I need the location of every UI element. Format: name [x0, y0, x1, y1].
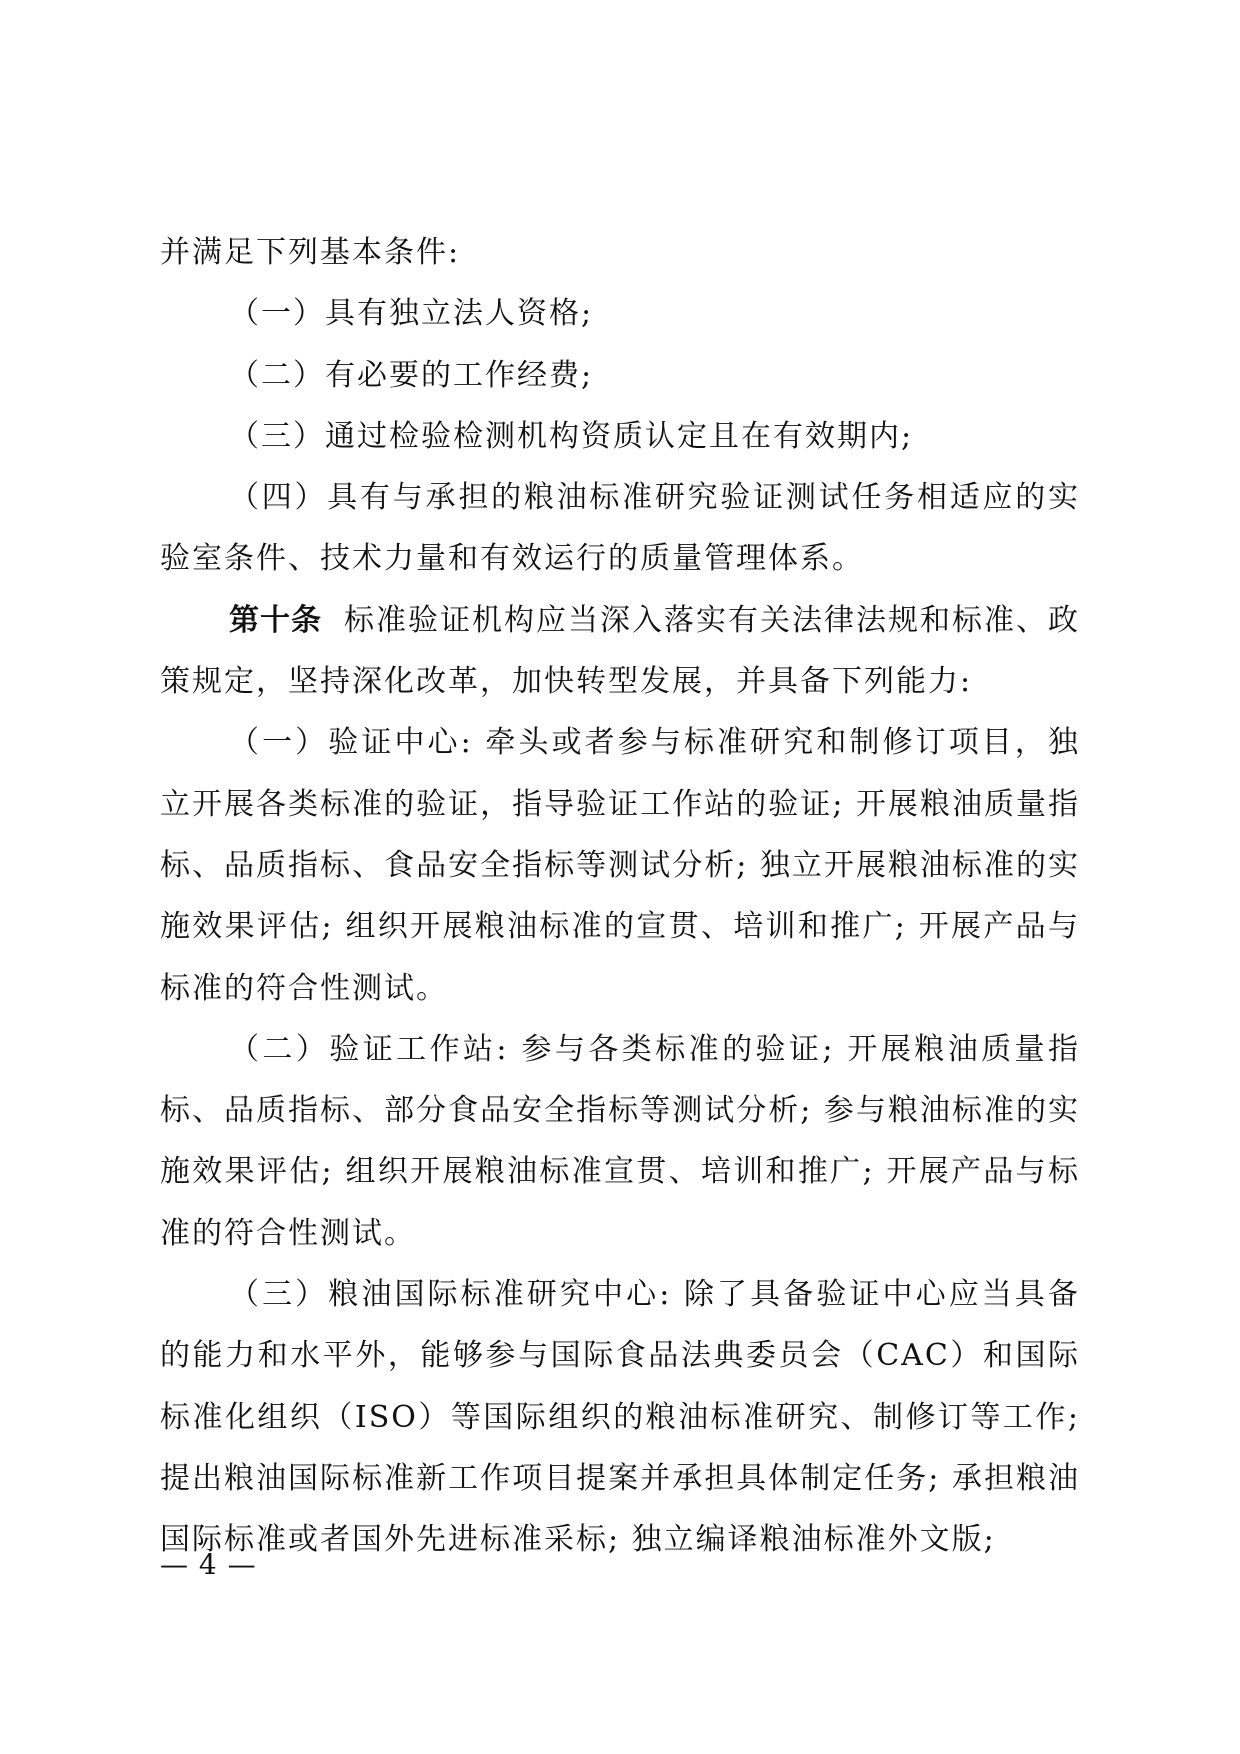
capability-item-2: （二）验证工作站: 参与各类标准的验证; 开展粮油质量指标、品质指标、部分食品安全指标等测试分析; 参与粮油标准的实施效果评估; 组织开展粮油标准宣贯、培训和推广; 开展产品与标准的符合性测试。 — [160, 1031, 1080, 1251]
body-text — [160, 222, 1080, 1571]
article-ten — [160, 590, 1080, 713]
capability-item-3: （三）粮油国际标准研究中心: 除了具备验证中心应当具备的能力和水平外，能够参与国际食品法典委员会（CAC）和国际标准化组织（ISO）等国际组织的粮油标准研究、制修订等工作; 提出粮油国际标准新工作项目提案并承担具体制定任务; 承担粮油国际标准或者国外先进标准采标; 独立编译粮油标准外文版; — [160, 1277, 1080, 1558]
capability-item-1: （一）验证中心: 牵头或者参与标准研究和制修订项目，独立开展各类标准的验证，指导验证工作站的验证; 开展粮油质量指标、品质指标、食品安全指标等测试分析; 独立开展粮油标准的实施效果评估; 组织开展粮油标准的宣贯、培训和推广; 开展产品与标准的符合性测试。 — [160, 725, 1080, 1006]
condition-item-4: （四）具有与承担的粮油标准研究验证测试任务相适应的实验室条件、技术力量和有效运行的质量管理体系。 — [160, 480, 1080, 577]
condition-item-2: （二）有必要的工作经费; — [229, 357, 594, 393]
page-number: — 4 — — [160, 1548, 257, 1581]
article-text: 标准验证机构应当深入落实有关法律法规和标准、政策规定，坚持深化改革，加快转型发展，并具备下列能力: — [160, 602, 1080, 700]
condition-item-3: （三）通过检验检测机构资质认定且在有效期内; — [229, 418, 914, 454]
condition-item-1: （一）具有独立法人资格; — [229, 296, 594, 332]
paragraph-continuation: 并满足下列基本条件: — [160, 235, 461, 270]
article-label: 第十条 — [229, 602, 322, 638]
